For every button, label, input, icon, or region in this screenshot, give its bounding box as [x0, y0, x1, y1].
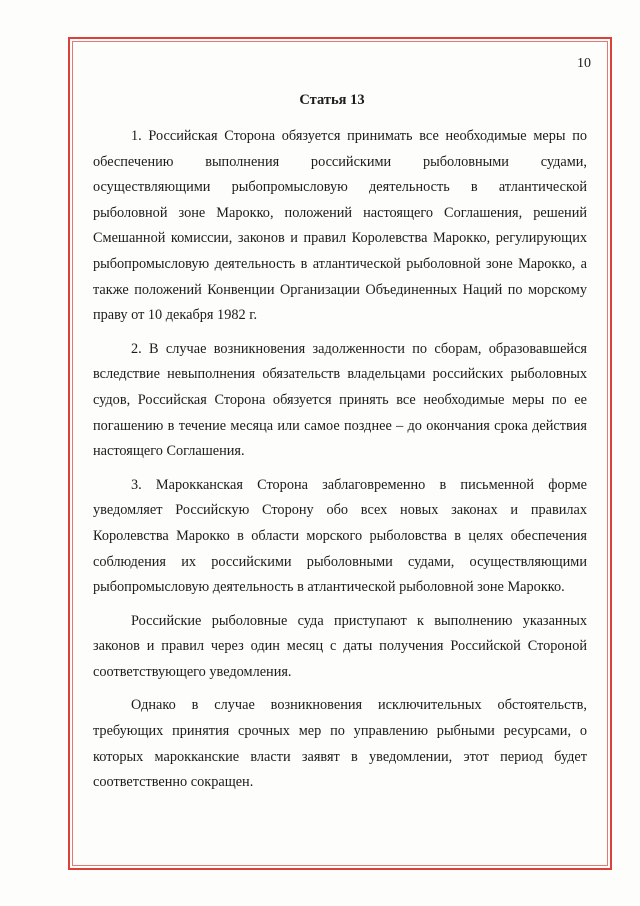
article-body: [93, 124, 587, 804]
page-number: 10: [577, 56, 591, 71]
article-paragraph-5: Однако в случае возникновения исключительных обстоятельств, требующих принятия срочных мер по управлению рыбными ресурсами, о которых марокканские власти заявят в уведомлении, этот период будет соответственно сокращен.: [93, 697, 587, 791]
article-title: Статья 13: [299, 92, 365, 108]
article-paragraph-1: 1. Российская Сторона обязуется принимать все необходимые меры по обеспечению выполнения российскими рыболовными судами, осуществляющими рыбопромысловую деятельность в атлантической рыболовной зоне Марокко, положений настоящего Соглашения, решений Смешанной комиссии, законов и правил Королевства Марокко, регулирующих рыбопромысловую деятельность в атлантической рыболовной зоне Марокко, а также положений Конвенции Организации Объединенных Наций по морскому праву от 10 декабря 1982 г.: [93, 128, 587, 324]
article-paragraph-4: Российские рыболовные суда приступают к выполнению указанных законов и правил через один месяц с даты получения Российской Стороной соответствующего уведомления.: [93, 612, 587, 680]
article-paragraph-3: 3. Марокканская Сторона заблаговременно в письменной форме уведомляет Российскую Сторону обо всех новых законах и правилах Королевства Марокко в области морского рыболовства в целях обеспечения соблюдения их российскими рыболовными судами, осуществляющими рыбопромысловую деятельность в атлантической рыболовной зоне Марокко.: [93, 476, 587, 596]
article-paragraph-2: 2. В случае возникновения задолженности по сборам, образовавшейся вследствие невыполнения обязательств владельцами российских рыболовных судов, Российская Сторона обязуется принять все необходимые меры по ее погашению в течение месяца или самое позднее – до окончания срока действия настоящего Соглашения.: [93, 340, 587, 460]
